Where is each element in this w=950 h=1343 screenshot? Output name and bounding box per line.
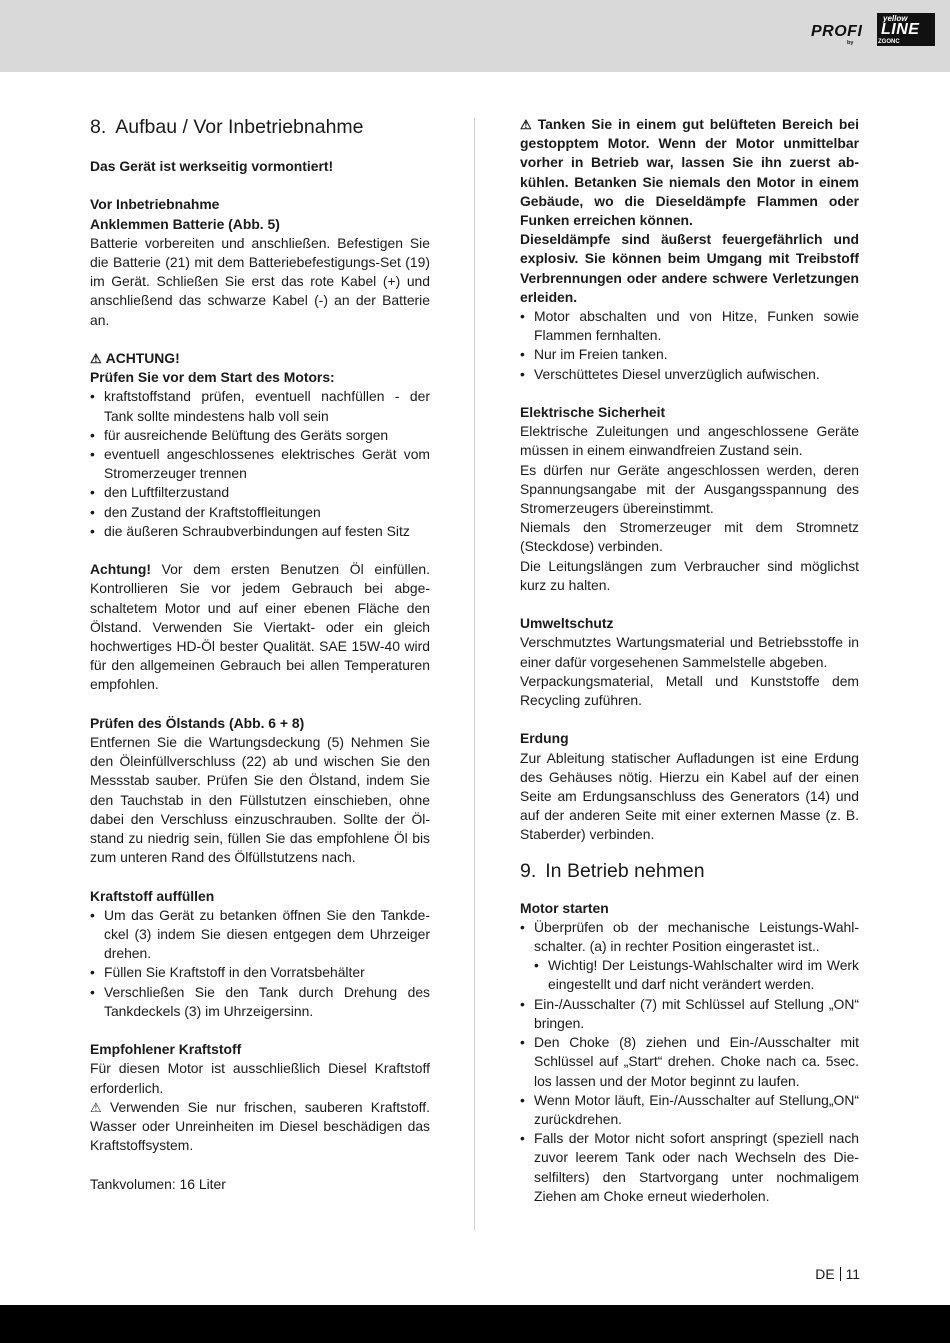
footer-language: DE	[815, 1266, 835, 1282]
list-item: • Verschüttetes Diesel unverzüglich aufwischen.	[520, 365, 859, 384]
list-item: • Falls der Motor nicht sofort anspringt (speziell nach zuvor leerem Tank oder nach Wechseln des Dieselfilters) den Startvorgang unter nochmaligem Ziehen am Choke erneut wiederholen.	[520, 1129, 859, 1206]
fuel-title: Kraftstoff auffüllen	[90, 887, 215, 904]
logo-yellow: yellow	[883, 14, 908, 23]
list-item: • Füllen Sie Kraftstoff in den Vorratsbehälter	[90, 963, 430, 982]
start-title: Motor starten	[520, 899, 609, 916]
profiline-logo	[811, 13, 936, 47]
oillevel-text: Entfernen Sie die Wartungsdeckung (5) Nehmen Sie den Öleinfüllverschluss (22) ab und wischen Sie den Messstab sauber. Prüfen Sie den Ölstand, indem Sie den Tauchstab in den Füllstutzen einschieben, ohne dabei den Verschluss einzuschrauben. Sollte der Ölstand zu niedrig sein, füllen Sie das empfohlene Öl bis zum unteren Rand des Ölfüllstutzens nach.	[90, 734, 430, 866]
list-item: • Wenn Motor läuft, Ein-/Ausschalter auf Stellung„ON“ zurückdrehen.	[520, 1091, 859, 1129]
warning-icon: ⚠	[90, 1099, 106, 1115]
list-item: • kraftstoffstand prüfen, eventuell nachfüllen - der Tank sollte mindestens halb voll sein	[90, 387, 430, 425]
left-column	[90, 115, 430, 1194]
ground-text: Zur Ableitung statischer Aufladungen ist eine Erdung des Gehäuses nötig. Hierzu ein Kabel auf der einen Seite am Erdungsanschluss des Generators (14) und auf der anderen Seite mit einer externen Masse (z. B. Staberder) verbinden.	[520, 749, 859, 843]
check-list	[90, 387, 430, 541]
page-number: 11	[845, 1266, 860, 1282]
logo-profi: PROFI	[811, 23, 863, 40]
warning-icon: ⚠	[90, 351, 102, 366]
fuel-warning-2: Dieseldämpfe sind äußerst feuergefährlich und explosiv. Sie können beim Umgang mit Treibstoff Verbrennungen oder andere schwere Verletzungen erleiden.	[520, 231, 859, 305]
fuel-list	[90, 906, 430, 1021]
fuel-warning: ⚠ Tanken Sie in einem gut belüfteten Bereich bei gestopptem Motor. Wenn der Motor unmittelbar vorher in Betrieb war, lassen Sie ihn zuerst abkühlen. Betanken Sie niemals den Motor in einem Gebäude, wo die Dieseldämpfe Flammen oder Funken erreichen können.	[520, 116, 859, 229]
recfuel-text: Für diesen Motor ist ausschließlich Diesel Kraftstoff erforderlich.	[90, 1060, 430, 1096]
tank-volume: Tankvolumen: 16 Liter	[90, 1175, 226, 1192]
logo-line: LINE	[881, 21, 920, 38]
battery-title: Anklemmen Batterie (Abb. 5)	[90, 215, 280, 232]
check-title: Prüfen Sie vor dem Start des Motors:	[90, 369, 335, 386]
list-item: • Verschließen Sie den Tank durch Drehung des Tankdeckels (3) im Uhrzeigersinn.	[90, 983, 430, 1021]
list-item: • Um das Gerät zu betanken öffnen Sie den Tankdeckel (3) indem Sie diesen entgegen dem Uhrzeiger drehen.	[90, 906, 430, 964]
elec-title: Elektrische Sicherheit	[520, 404, 666, 421]
footer-separator	[840, 1267, 841, 1281]
list-item: • eventuell angeschlossenes elektrisches Gerät vom Stromerzeuger trennen	[90, 445, 430, 483]
list-item: • Ein-/Ausschalter (7) mit Schlüssel auf Stellung „ON“ bringen.	[520, 995, 859, 1033]
env-text-1: Verschmutztes Wartungsmaterial und Betriebsstoffe in einer dafür vorgesehenen Sammelstelle abgeben.	[520, 634, 859, 670]
elec-text-2: Es dürfen nur Geräte angeschlossen werden, deren Spannungsangabe mit der Ausgangsspannung des Stromerzeugers übereinstimmt.	[520, 461, 859, 517]
logo-brand: ZGONC	[878, 39, 900, 45]
elec-text-1: Elektrische Zuleitungen und angeschlossene Geräte müssen in einem einwandfreien Zustand sein.	[520, 423, 859, 459]
oil-paragraph: Achtung! Vor dem ersten Benutzen Öl einfüllen. Kontrollieren Sie vor jedem Gebrauch bei abgeschaltetem Motor und auf einer ebenen Fläche den Ölstand. Verwenden Sie Viertakt- oder ein gleich hochwertiges HD-Öl bester Qualität. SAE 15W-40 wird für den allgemeinen Gebrauch bei allen Temperaturen empfohlen.	[90, 561, 430, 693]
section-heading-9: 9. In Betrieb nehmen	[520, 859, 705, 882]
list-item: • Überprüfen ob der mechanische Leistungs-Wahlschalter. (a) in rechter Position eingerastet ist..	[520, 918, 859, 956]
start-list	[520, 918, 859, 1206]
right-column	[520, 115, 859, 1206]
list-item: • den Luftfilterzustand	[90, 483, 430, 502]
env-title: Umweltschutz	[520, 615, 614, 632]
recfuel-warning: ⚠ Verwenden Sie nur frischen, sauberen Kraftstoff. Wasser oder Unreinheiten im Diesel beschädigen das Kraftstoffsystem.	[90, 1098, 430, 1154]
recfuel-title: Empfohlener Kraftstoff	[90, 1041, 242, 1058]
before-title: Vor Inbetriebnahme	[90, 196, 220, 213]
list-item: • Motor abschalten und von Hitze, Funken sowie Flammen fernhalten.	[520, 307, 859, 345]
preassembled-note: Das Gerät ist werkseitig vormontiert!	[90, 158, 334, 174]
env-text-2: Verpackungsmaterial, Metall und Kunststoffe dem Recycling zuführen.	[520, 672, 859, 709]
battery-text: Batterie vorbereiten und anschließen. Befestigen Sie die Batterie (21) mit dem Batteriebefestigungs-Set (19) im Gerät. Schließen Sie erst das rote Kabel (+) und anschließend das schwarze Kabel (-) an der Batterie an.	[90, 234, 430, 328]
ground-title: Erdung	[520, 730, 569, 747]
elec-text-3: Niemals den Stromerzeuger mit dem Stromnetz (Steckdose) verbinden.	[520, 519, 859, 555]
list-subitem: • Wichtig! Der Leistungs-Wahlschalter wird im Werk eingestellt und darf nicht verändert werden.	[534, 956, 859, 994]
logo-by: by	[847, 40, 854, 46]
list-item: • für ausreichende Belüftung des Geräts sorgen	[90, 426, 430, 445]
oillevel-title: Prüfen des Ölstands (Abb. 6 + 8)	[90, 714, 305, 731]
warning-icon: ⚠	[520, 117, 534, 132]
header-bar	[0, 0, 950, 72]
bottom-bar	[0, 1305, 950, 1343]
page-footer	[815, 1266, 860, 1282]
list-item: • Nur im Freien tanken.	[520, 345, 859, 364]
list-item: • Den Choke (8) ziehen und Ein-/Ausschalter mit Schlüssel auf „Start“ drehen. Choke nach ca. 5sec. los lassen und der Motor beginnt zu laufen.	[520, 1033, 859, 1091]
list-item: • die äußeren Schraubverbindungen auf festen Sitz	[90, 522, 430, 541]
attention-heading: ⚠ ACHTUNG!	[90, 350, 180, 366]
warning-list	[520, 307, 859, 384]
section-heading-8: 8. Aufbau / Vor Inbetriebnahme	[90, 116, 364, 138]
list-item: • den Zustand der Kraftstoffleitungen	[90, 503, 430, 522]
elec-text-4: Die Leitungslängen zum Verbraucher sind möglichst kurz zu halten.	[520, 557, 859, 593]
column-divider	[474, 118, 475, 1230]
